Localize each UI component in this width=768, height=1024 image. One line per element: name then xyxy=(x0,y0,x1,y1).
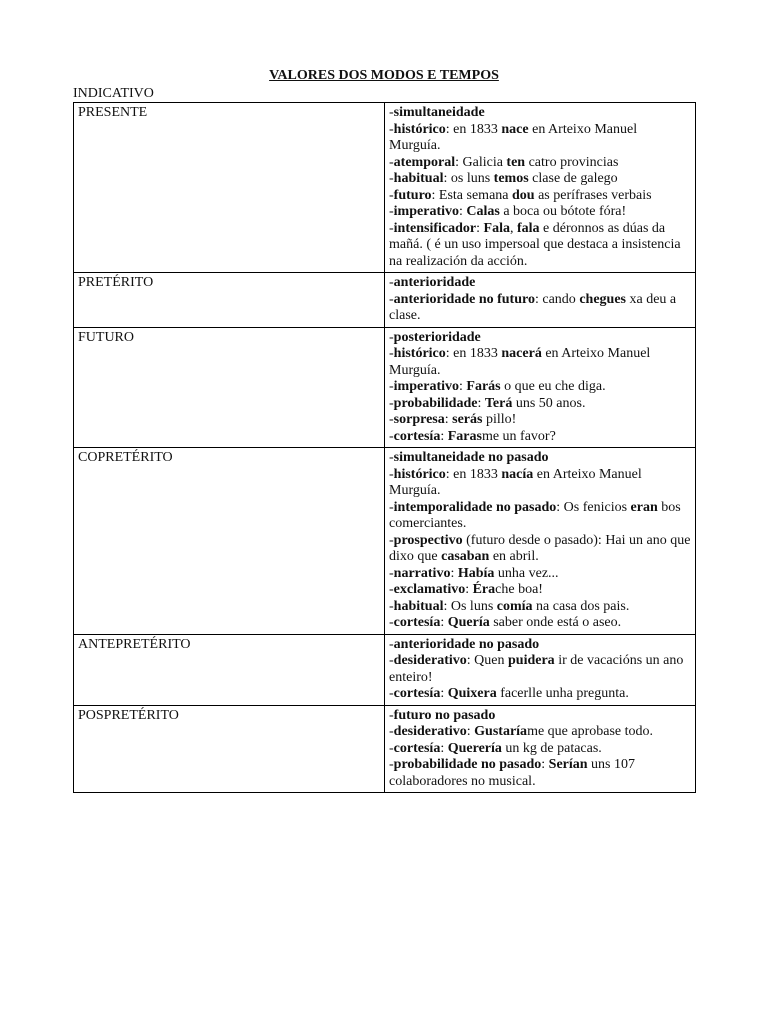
table-row xyxy=(74,103,696,273)
tense-values-cell xyxy=(385,103,696,273)
emphasis-text: anterioridade xyxy=(393,275,476,290)
plain-text: pillo! xyxy=(482,412,517,427)
emphasis-text: desiderativo xyxy=(393,653,467,668)
table-row xyxy=(74,327,696,448)
tense-values-cell xyxy=(385,327,696,448)
emphasis-text: prospectivo xyxy=(393,532,463,548)
section-heading-indicativo: INDICATIVO xyxy=(73,86,154,101)
value-line xyxy=(389,566,691,583)
plain-text: - xyxy=(389,740,394,756)
plain-text: - xyxy=(389,154,394,170)
emphasis-text: intemporalidade no pasado xyxy=(393,499,557,515)
value-line xyxy=(389,757,691,790)
plain-text: en Arteixo Manuel Murguía. xyxy=(389,466,642,498)
emphasis-text: Éra xyxy=(472,582,496,597)
emphasis-text: nacerá xyxy=(501,346,542,361)
value-line xyxy=(389,188,691,205)
plain-text: un kg de patacas. xyxy=(501,740,602,756)
tense-name-cell: COPRETÉRITO xyxy=(74,448,385,635)
plain-text: : Galicia xyxy=(455,154,507,170)
plain-text: - xyxy=(389,757,394,772)
value-line xyxy=(389,275,691,292)
plain-text: en Arteixo Manuel Murguía. xyxy=(389,121,638,153)
table-row xyxy=(74,634,696,705)
value-line xyxy=(389,467,691,500)
emphasis-text: sorpresa xyxy=(393,412,445,427)
emphasis-text: serás xyxy=(452,412,483,427)
emphasis-text: Había xyxy=(457,565,495,581)
plain-text: : xyxy=(459,379,467,394)
emphasis-text: eran xyxy=(630,499,658,515)
plain-text: : en 1833 xyxy=(445,121,502,137)
plain-text: o que eu che diga. xyxy=(500,379,606,394)
value-line xyxy=(389,292,691,325)
plain-text: me que aprobase todo. xyxy=(527,724,654,739)
plain-text: uns 50 anos. xyxy=(512,395,586,411)
value-line xyxy=(389,653,691,686)
emphasis-text: posterioridade xyxy=(393,329,481,345)
plain-text: clase de galego xyxy=(528,171,618,186)
emphasis-text: probabilidade no pasado xyxy=(393,757,542,772)
value-line xyxy=(389,741,691,758)
emphasis-text: intensificador xyxy=(393,220,477,236)
value-line xyxy=(389,204,691,221)
emphasis-text: puidera xyxy=(508,653,555,668)
value-line xyxy=(389,708,691,725)
plain-text: - xyxy=(389,707,394,723)
plain-text: - xyxy=(389,428,394,444)
plain-text: - xyxy=(389,412,394,427)
plain-text: - xyxy=(389,346,394,361)
emphasis-text: narrativo xyxy=(393,565,451,581)
emphasis-text: Faras xyxy=(447,428,482,444)
plain-text: facerlle unha pregunta. xyxy=(496,686,629,701)
plain-text: - xyxy=(389,291,394,307)
plain-text: : en 1833 xyxy=(445,346,502,361)
plain-text: - xyxy=(389,499,394,515)
value-line xyxy=(389,450,691,467)
plain-text: - xyxy=(389,466,394,482)
plain-text: - xyxy=(389,615,394,630)
plain-text: - xyxy=(389,532,394,548)
emphasis-text: imperativo xyxy=(393,204,459,219)
document-title: VALORES DOS MODOS E TEMPOS xyxy=(269,68,499,83)
value-line xyxy=(389,686,691,703)
plain-text: : xyxy=(466,724,475,739)
tense-values-cell xyxy=(385,634,696,705)
plain-text: : xyxy=(459,204,467,219)
plain-text: - xyxy=(389,105,394,120)
tense-name-cell: PRETÉRITO xyxy=(74,273,385,328)
tense-name-cell: ANTEPRETÉRITO xyxy=(74,634,385,705)
value-line xyxy=(389,105,691,122)
plain-text: : xyxy=(465,582,473,597)
plain-text: bos comerciantes. xyxy=(389,499,681,531)
emphasis-text: Querería xyxy=(447,740,502,756)
emphasis-text: exclamativo xyxy=(393,582,466,597)
plain-text: : xyxy=(541,757,549,772)
plain-text: - xyxy=(389,565,394,581)
emphasis-text: Fala xyxy=(483,220,510,236)
plain-text: che boa! xyxy=(495,582,543,597)
value-line xyxy=(389,396,691,413)
emphasis-text: ten xyxy=(506,154,526,170)
emphasis-text: atemporal xyxy=(393,154,456,170)
emphasis-text: cortesía xyxy=(393,615,441,630)
plain-text: : xyxy=(440,740,448,756)
plain-text: : Os fenicios xyxy=(556,499,631,515)
emphasis-text: Farás xyxy=(466,379,501,394)
plain-text: - xyxy=(389,636,394,652)
emphasis-text: habitual xyxy=(393,171,444,186)
emphasis-text: cortesía xyxy=(393,428,441,444)
plain-text: : xyxy=(476,220,484,236)
plain-text: - xyxy=(389,582,394,597)
plain-text: - xyxy=(389,187,394,203)
plain-text: : cando xyxy=(534,291,580,307)
plain-text: : xyxy=(440,686,448,701)
emphasis-text: habitual xyxy=(393,598,444,614)
value-line xyxy=(389,429,691,446)
value-line xyxy=(389,599,691,616)
tenses-table-body xyxy=(74,103,696,793)
emphasis-text: chegues xyxy=(579,291,626,307)
plain-text: , xyxy=(509,220,517,236)
table-row xyxy=(74,273,696,328)
emphasis-text: histórico xyxy=(393,346,446,361)
plain-text: : Os luns xyxy=(443,598,497,614)
tense-name-cell: FUTURO xyxy=(74,327,385,448)
table-row xyxy=(74,705,696,793)
emphasis-text: Calas xyxy=(466,204,500,219)
plain-text: : xyxy=(450,565,458,581)
value-line xyxy=(389,500,691,533)
plain-text: xa deu a clase. xyxy=(389,291,677,323)
emphasis-text: anterioridade no pasado xyxy=(393,636,540,652)
plain-text: unha vez... xyxy=(494,565,559,581)
tense-name-cell: POSPRETÉRITO xyxy=(74,705,385,793)
tenses-table xyxy=(73,102,696,793)
value-line xyxy=(389,637,691,654)
plain-text: en Arteixo Manuel Murguía. xyxy=(389,346,651,378)
emphasis-text: nacía xyxy=(501,466,534,482)
plain-text: : xyxy=(477,395,485,411)
value-line xyxy=(389,615,691,632)
emphasis-text: Quixera xyxy=(447,686,497,701)
plain-text: - xyxy=(389,653,394,668)
plain-text: - xyxy=(389,724,394,739)
emphasis-text: Quería xyxy=(447,615,490,630)
value-line xyxy=(389,346,691,379)
plain-text: - xyxy=(389,329,394,345)
emphasis-text: anterioridade no futuro xyxy=(393,291,535,307)
plain-text: e déronnos as dúas da mañá. ( é un uso impersoal que destaca a insistencia na realización da acción. xyxy=(389,220,681,269)
emphasis-text: cortesía xyxy=(393,740,441,756)
emphasis-text: Gustaría xyxy=(474,724,528,739)
plain-text: : xyxy=(440,615,448,630)
value-line xyxy=(389,330,691,347)
plain-text: - xyxy=(389,204,394,219)
emphasis-text: probabilidade xyxy=(393,395,478,411)
plain-text: - xyxy=(389,121,394,137)
plain-text: : Quen xyxy=(466,653,508,668)
tense-values-cell xyxy=(385,273,696,328)
plain-text: - xyxy=(389,686,394,701)
value-line xyxy=(389,533,691,566)
plain-text: - xyxy=(389,379,394,394)
plain-text: - xyxy=(389,275,394,290)
value-line xyxy=(389,412,691,429)
emphasis-text: futuro no pasado xyxy=(393,707,496,723)
emphasis-text: futuro xyxy=(393,187,432,203)
plain-text: - xyxy=(389,171,394,186)
plain-text: - xyxy=(389,395,394,411)
emphasis-text: Terá xyxy=(484,395,513,411)
plain-text: na casa dos pais. xyxy=(532,598,630,614)
plain-text: saber onde está o aseo. xyxy=(489,615,622,630)
value-line xyxy=(389,582,691,599)
plain-text: a boca ou bótote fóra! xyxy=(499,204,627,219)
emphasis-text: histórico xyxy=(393,121,446,137)
plain-text: en abril. xyxy=(489,549,539,564)
emphasis-text: Serían xyxy=(548,757,588,772)
plain-text: : os luns xyxy=(443,171,494,186)
value-line xyxy=(389,171,691,188)
emphasis-text: nace xyxy=(501,121,529,137)
value-line xyxy=(389,724,691,741)
plain-text: me un favor? xyxy=(481,428,556,444)
plain-text: uns 107 colaboradores no musical. xyxy=(389,757,635,789)
table-row xyxy=(74,448,696,635)
tense-name-cell: PRESENTE xyxy=(74,103,385,273)
plain-text: (futuro desde o pasado): Hai un ano que dixo que xyxy=(389,532,691,564)
value-line xyxy=(389,221,691,271)
plain-text: : xyxy=(440,428,448,444)
emphasis-text: histórico xyxy=(393,466,446,482)
tense-values-cell xyxy=(385,705,696,793)
value-line xyxy=(389,379,691,396)
emphasis-text: cortesía xyxy=(393,686,441,701)
tense-values-cell xyxy=(385,448,696,635)
plain-text: : Esta semana xyxy=(431,187,513,203)
emphasis-text: imperativo xyxy=(393,379,459,394)
emphasis-text: desiderativo xyxy=(393,724,467,739)
emphasis-text: simultaneidade xyxy=(393,105,485,120)
plain-text: - xyxy=(389,598,394,614)
emphasis-text: comía xyxy=(496,598,533,614)
value-line xyxy=(389,155,691,172)
plain-text: : xyxy=(444,412,453,427)
plain-text: - xyxy=(389,450,394,465)
emphasis-text: dou xyxy=(512,187,535,203)
emphasis-text: casaban xyxy=(441,549,490,564)
plain-text: catro provincias xyxy=(525,154,619,170)
emphasis-text: simultaneidade no pasado xyxy=(393,450,549,465)
plain-text: : en 1833 xyxy=(445,466,502,482)
emphasis-text: temos xyxy=(493,171,529,186)
plain-text: ir de vacacións un ano enteiro! xyxy=(389,653,684,685)
plain-text: as perífrases verbais xyxy=(534,187,652,203)
plain-text: - xyxy=(389,220,394,236)
emphasis-text: fala xyxy=(516,220,540,236)
value-line xyxy=(389,122,691,155)
